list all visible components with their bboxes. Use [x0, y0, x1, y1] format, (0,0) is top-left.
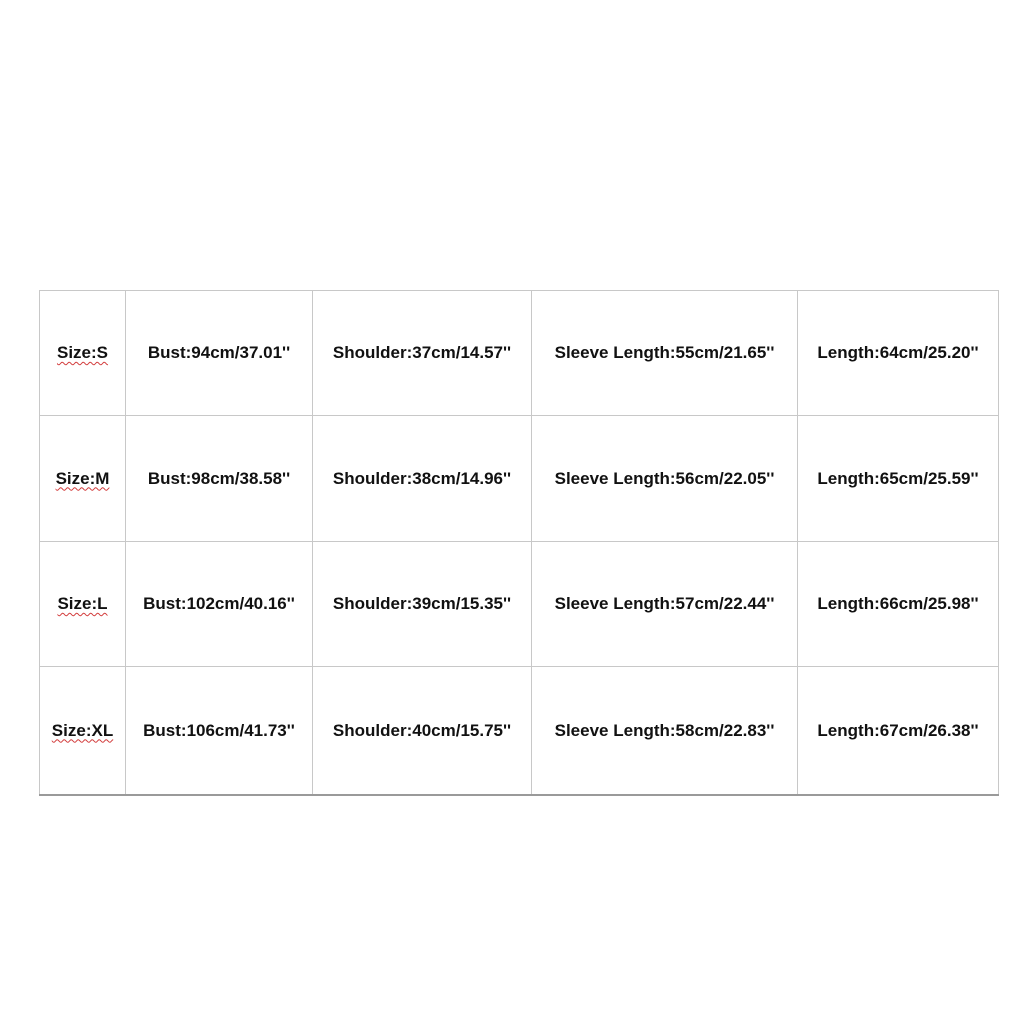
length-cell: Length:64cm/25.20'' — [798, 291, 999, 416]
size-label: Size:S — [56, 343, 109, 363]
bust-cell: Bust:98cm/38.58'' — [126, 416, 313, 541]
shoulder-cell: Shoulder:40cm/15.75'' — [313, 667, 532, 795]
sleeve-length-cell: Sleeve Length:56cm/22.05'' — [532, 416, 798, 541]
length-cell: Length:65cm/25.59'' — [798, 416, 999, 541]
size-chart-table — [39, 290, 999, 796]
shoulder-cell: Shoulder:38cm/14.96'' — [313, 416, 532, 541]
size-cell — [40, 416, 126, 541]
sleeve-length-cell: Sleeve Length:57cm/22.44'' — [532, 541, 798, 666]
bust-cell: Bust:106cm/41.73'' — [126, 667, 313, 795]
table-row — [40, 416, 999, 541]
size-cell — [40, 291, 126, 416]
sleeve-length-cell: Sleeve Length:58cm/22.83'' — [532, 667, 798, 795]
bust-cell: Bust:94cm/37.01'' — [126, 291, 313, 416]
shoulder-cell: Shoulder:39cm/15.35'' — [313, 541, 532, 666]
length-cell: Length:66cm/25.98'' — [798, 541, 999, 666]
bust-cell: Bust:102cm/40.16'' — [126, 541, 313, 666]
sleeve-length-cell: Sleeve Length:55cm/21.65'' — [532, 291, 798, 416]
size-label: Size:XL — [51, 720, 114, 740]
size-cell — [40, 667, 126, 795]
size-label: Size:L — [57, 593, 108, 613]
shoulder-cell: Shoulder:37cm/14.57'' — [313, 291, 532, 416]
table-row — [40, 291, 999, 416]
table-row — [40, 541, 999, 666]
table-row — [40, 667, 999, 795]
size-label: Size:M — [55, 468, 110, 488]
length-cell: Length:67cm/26.38'' — [798, 667, 999, 795]
size-cell — [40, 541, 126, 666]
